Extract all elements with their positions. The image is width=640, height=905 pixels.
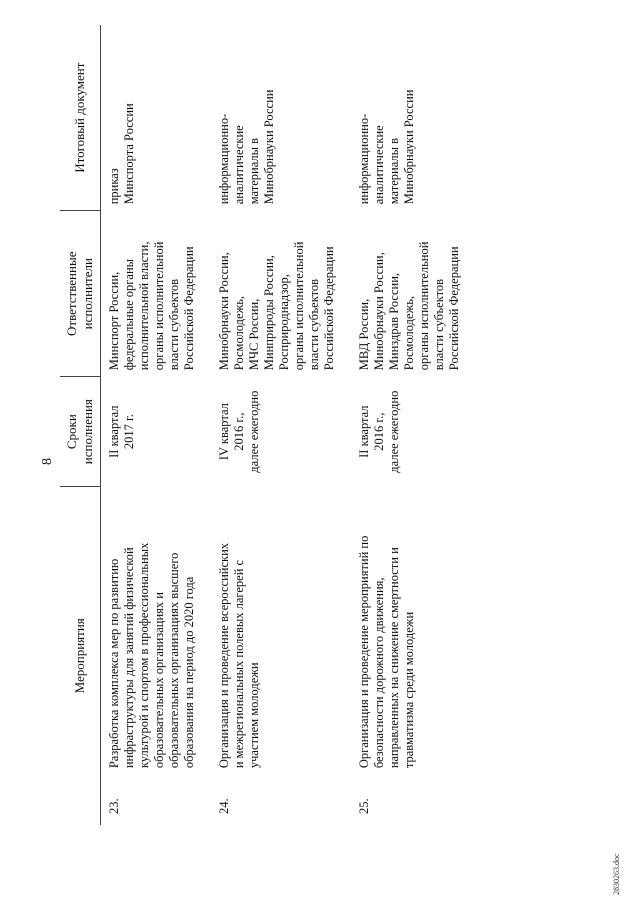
row-deadline: II квартал 2016 г., далее ежегодно [357,390,401,473]
row-number: 23. [107,798,121,814]
header-result-doc: Итоговый документ [60,25,101,211]
row-executors: Минспорт России, федеральные органы исполнительной власти, органы исполнительной власти субъектов Российской Федерации [107,241,196,371]
row-result-doc: приказ Минспорта России [107,103,136,205]
table-row [211,25,351,825]
header-measures: Мероприятия [60,487,101,825]
row-executors: Минобрнауки России, Росмолодежь, МЧС России, Минприроды России, Росприроднадзор, органы исполнительной власти субъектов Российской Федерации [217,241,336,371]
row-measure: Разработка комплекса мер по развитию инфраструктуры для занятий физической культурой и спортом в профессиональных образовательных организациях и образовательных организациях высшего образования на период до 2020 года [107,542,196,769]
table-row [351,25,476,825]
row-result-doc: информационно- аналитические материалы в Минобрнауки России [217,89,276,205]
header-executors: Ответственные исполнители [60,211,101,377]
table-row [101,25,212,825]
header-deadlines: Сроки исполнения [60,377,101,487]
row-measure: Организация и проведение мероприятий по безопасности дорожного движения, направленных на снижение смертности и травматизма среди молодежи [357,535,416,769]
footer-doc-code: 2830263.doc [612,853,621,895]
row-result-doc: информационно- аналитические материалы в Минобрнауки России [357,89,416,205]
row-measure: Организация и проведение всероссийских и межрегиональных полевых лагерей с участием молодежи [217,542,261,769]
page-number: 8 [40,458,55,465]
measures-table [60,25,476,825]
table-header-row [60,25,101,825]
row-number: 24. [217,798,231,814]
row-deadline: II квартал 2017 г. [107,405,136,458]
row-number: 25. [357,798,371,814]
row-deadline: IV квартал 2016 г., далее ежегодно [217,390,261,473]
row-executors: МВД России, Минобрнауки России, Минздрав России, Росмолодежь, органы исполнительной власти субъектов Российской Федерации [357,241,461,371]
